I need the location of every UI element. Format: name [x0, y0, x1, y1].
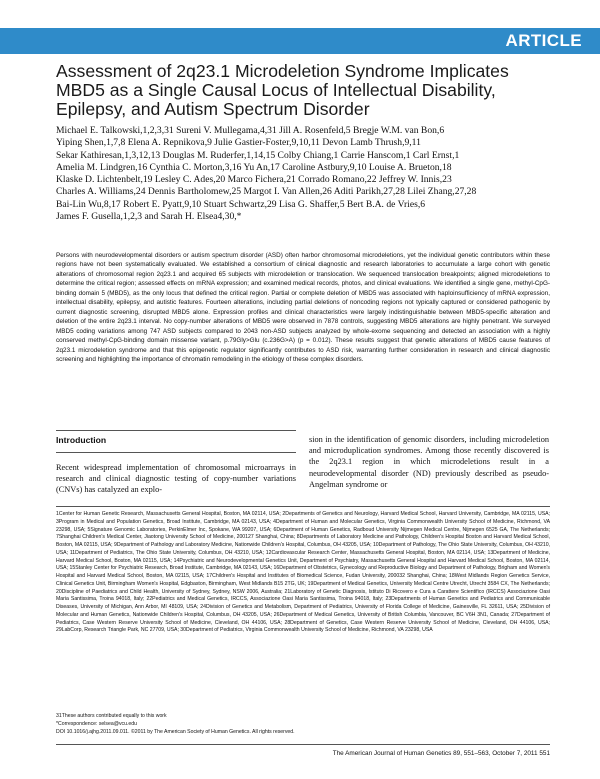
journal-citation: The American Journal of Human Genetics 89, 551–563, October 7, 2011 551 [332, 750, 550, 757]
equal-contribution-note: 31These authors contributed equally to this work [56, 713, 167, 719]
author-line: Amelia M. Lindgren,16 Cynthia C. Morton,3,16 Yu An,17 Caroline Astbury,9,10 Louise A. Brueton,18 [56, 161, 452, 173]
author-line: Bai-Lin Wu,8,17 Robert E. Pyatt,9,10 Stuart Schwartz,29 Lisa G. Shaffer,5 Bert B.A. de Vries,6 [56, 198, 426, 210]
article-type-label: ARTICLE [505, 31, 582, 50]
affiliations: 1Center for Human Genetic Research, Massachusetts General Hospital, Boston, MA 02114, USA; 2Departments of Genetics and Neurology, Harvard Medical School, Harvard University, Cambridge, MA 02115, USA; 3Program in Medical and Population Genetics, Broad Institute, Cambridge, MA 02143, USA; 4Department of Human and Molecular Genetics, Virginia Commonwealth University School of Medicine, Richmond, VA 23298, USA; 5Signature Genomic Laboratories, PerkinElmer Inc, Spokane, WA 99207, USA; 6Department of Human Genetics, Radboud University Nijmegen Medical Centre, Nijmegen 6525 GA, The Netherlands; 7Shanghai Children's Medical Center, Jiaotong University School of Medicine, 200127 Shanghai, China; 8Departments of Laboratory Medicine and Pathology, Children's Hospital Boston and Harvard Medical School, Boston, MA 02115, USA; 9Department of Pathology and Laboratory Medicine, Nationwide Children's Hospital, Columbus, OH 43205, USA; 10Department of Pathology, The Ohio State University, Columbus, OH 43210, USA; 11Department of Pediatrics, The Ohio State University, Columbus, OH 43210, USA; 12Cardiovascular Research Center, Massachusetts General Hospital, Boston, MA 02114, USA; 13Department of Medicine, Harvard Medical School, Boston, MA 02115, USA; 14Psychiatric and Neurodevelopmental Genetics Unit, Department of Psychiatry, Massachusetts General Hospital and Harvard Medical School, Boston, MA 02114, USA; 15Stanley Center for Psychiatric Research, Broad Institute, Cambridge, MA 02143, USA; 16Department of Obstetrics, Gynecology and Reproductive Biology and Department of Pathology, Brigham and Women's Hospital and Harvard Medical School, Boston, MA 02115, USA; 17Children's Hospital and Institutes of Biomedical Science, Fudan University, 200032 Shanghai, China; 18West Midlands Region Genetics Service, Clinical Genetics Unit, Birmingham Women's Hospital, Edgbaston, Birmingham, West Midlands B15 2TG, UK; 19Department of Medical Genetics, University Medical Centre Utrecht, Utrecht 3584 CX, The Netherlands; 20Discipline of Paediatrics and Child Health, University of Sydney, Sydney, NSW 2006, Australia; 21Laboratory of Genetic Diagnosis, Istituto Di Ricovero e Cura a Carattere Scientifico (IRCCS) Associazione Oasi Maria Santissima, Troina 94018, Italy; 22Pediatrics and Medical Genetics, IRCCS, Associazione Oasi Maria Santissima, Troina 94018, Italy; 23Departments of Human Genetics and Pediatrics and Communicable Diseases, University of Michigan, Ann Arbor, MI 48109, USA; 24Division of Genetics and Metabolism, Department of Pediatrics, University of Florida College of Medicine, Gainesville, FL 32611, USA; 25Division of Molecular and Human Genetics, Nationwide Children's Hospital, Columbus, OH 43205, USA; 26Department of Medical Genetics, University of British Columbia, Vancouver, BC V6H 3N1, Canada; 27Department of Pediatrics, Case Western Reserve University School of Medicine, Cleveland, OH 44106, USA; 28Department of Genetics, Case Western Reserve University School of Medicine, Cleveland, OH 44106, USA; 29LabCorp, Research Triangle Park, NC 27709, USA; 30Department of Pediatrics, Virginia Commonwealth University School of Medicine, Richmond, VA 23298, USA [56, 511, 550, 634]
author-line: Klaske D. Lichtenbelt,19 Lesley C. Ades,20 Marco Fichera,21 Corrado Romano,22 Jeffrey W. Innis,23 [56, 174, 452, 186]
author-line: Charles A. Williams,24 Dennis Bartholomew,25 Margot I. Van Allen,26 Aditi Parikh,27,28 Lilei Zhang,27,28 [56, 186, 477, 198]
footnotes [56, 713, 550, 736]
author-line: Michael E. Talkowski,1,2,3,31 Sureni V. Mullegama,4,31 Jill A. Rosenfeld,5 Bregje W.M. van Bon,6 [56, 125, 445, 136]
author-line: Yiping Shen,1,7,8 Elena A. Repnikova,9 Julie Gastier-Foster,9,10,11 Devon Lamb Thrush,9,11 [56, 137, 421, 149]
section-heading-introduction: Introduction [56, 435, 107, 445]
section-rule [56, 430, 296, 431]
abstract: Persons with neurodevelopmental disorders or autism spectrum disorder (ASD) often harbor chromosomal microdeletions, yet the individual genetic contributors within these regions have not been systematically evaluated. We established a consortium of clinical diagnostic and research laboratories to accumulate a large cohort with genetic alterations of chromosomal region 2q23.1 and acquired 65 subjects with microdeletion or translocation. We sequenced translocation breakpoints; aligned microdeletions to determine the critical region; assessed effects on mRNA expression; and examined medical records, photos, and clinical evaluations. We identified a single gene, methyl-CpG-binding domain 5 (MBD5), as the only locus that defined the critical region. Partial or complete deletion of MBD5 was associated with haploinsufficiency of mRNA expression, intellectual disability, epilepsy, and autistic features. Fourteen alterations, including partial deletions of noncoding regions not typically captured or considered pathogenic by current diagnostic screening, disrupted MBD5 alone. Expression profiles and clinical characteristics were largely indistinguishable between MBD5-specific alteration and deletion of the entire 2q23.1 interval. No copy-number alterations of MBD5 were observed in 7878 controls, suggesting MBD5 alterations are highly penetrant. We surveyed MBD5 coding variations among 747 ASD subjects compared to 2043 non-ASD subjects analyzed by whole-exome sequencing and detected an association with a highly conserved methyl-CpG-binding domain missense variant, p.79Gly>Glu (c.236G>A) (p = 0.012). These results suggest that genetic alterations of MBD5 cause features of 2q23.1 microdeletion syndrome and that this epigenetic regulator significantly contributes to ASD risk, warranting further consideration in research and clinical diagnostic screening and highlighting the importance of chromatin remodeling in the etiology of these complex disorders. [56, 252, 550, 363]
author-line: James F. Gusella,1,2,3 and Sarah H. Elsea4,30,* [56, 211, 242, 223]
intro-right-column: sion in the identification of genomic disorders, including microdeletion and microduplication syndromes. Among those recently discovered is the 2q23.1 region in which microdeletions result in a neurodevelopmental disorder (ND) previously described as pseudo-Angelman syndrome or [309, 435, 549, 489]
correspondence-note: *Correspondence: selsea@vcu.edu [56, 720, 137, 727]
doi-copyright-note: DOI 10.1016/j.ajhg.2011.09.011. ©2011 by The American Society of Human Genetics. All rights reserved. [56, 728, 295, 735]
affiliations-rule [56, 506, 550, 507]
intro-left-column: Recent widespread implementation of chromosomal microarrays in research and clinical diagnostic testing of copy-number variations (CNVs) has catalyzed an explo- [56, 463, 296, 495]
author-list [56, 125, 556, 223]
page-footer [56, 749, 550, 761]
section-rule [56, 452, 296, 453]
footer-rule [56, 744, 550, 745]
article-banner [0, 28, 600, 54]
author-line: Sekar Kathiresan,1,3,12,13 Douglas M. Ruderfer,1,14,15 Colby Chiang,1 Carrie Hanscom,1 Carl Ernst,1 [56, 149, 460, 161]
article-title: Assessment of 2q23.1 Microdeletion Syndrome Implicates MBD5 as a Single Causal Locus of Intellectual Disability, Epilepsy, and Autism Spectrum Disorder [56, 61, 509, 119]
